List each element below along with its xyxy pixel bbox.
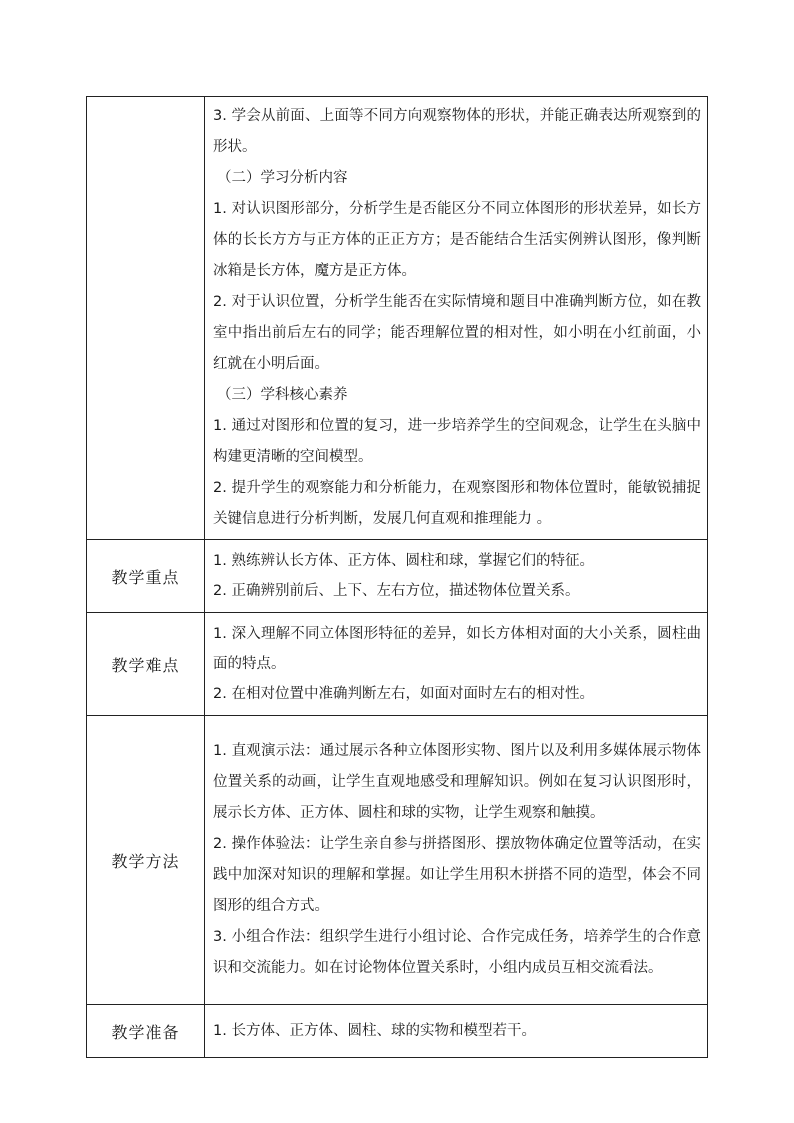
difficulty-item-2: 2. 在相对位置中准确判断左右，如面对面时左右的相对性。 xyxy=(213,686,594,702)
method-item-3: 3. 小组合作法：组织学生进行小组讨论、合作完成任务，培养学生的合作意识和交流能力。如在讨论物体位置关系时，小组内成员互相交流看法。 xyxy=(213,929,701,976)
row-label-methods: 教学方法 xyxy=(87,716,205,1005)
key-point-item-2: 2. 正确辨别前后、上下、左右方位，描述物体位置关系。 xyxy=(213,583,580,599)
analysis-item-2: 2. 对于认识位置，分析学生能否在实际情境和题目中准确判断方位，如在教室中指出前后左右的同学；能否理解位置的相对性，如小明在小红前面，小红就在小明后面。 xyxy=(213,294,701,372)
method-item-2: 2. 操作体验法：让学生亲自参与拼搭图形、摆放物体确定位置等活动，在实践中加深对知识的理解和掌握。如让学生用积木拼搭不同的造型，体会不同图形的组合方式。 xyxy=(213,836,701,914)
lesson-plan-page xyxy=(86,96,708,1058)
lesson-plan-table xyxy=(86,96,708,1058)
row-label-empty xyxy=(87,97,205,540)
table-row-objectives xyxy=(87,97,708,540)
objective-item-3: 3. 学会从前面、上面等不同方向观察物体的形状，并能正确表达所观察到的形状。 xyxy=(213,108,701,155)
preparation-content xyxy=(205,1005,708,1058)
preparation-item-1: 1. 长方体、正方体、圆柱、球的实物和模型若干。 xyxy=(213,1022,536,1039)
key-point-item-1: 1. 熟练辨认长方体、正方体、圆柱和球，掌握它们的特征。 xyxy=(213,553,594,569)
difficulties-content xyxy=(205,613,708,716)
table-row-key-points xyxy=(87,540,708,613)
row-label-preparation: 教学准备 xyxy=(87,1005,205,1058)
section-heading-literacy: （三）学科核心素养 xyxy=(217,387,348,403)
table-row-difficulties xyxy=(87,613,708,716)
difficulty-item-1: 1. 深入理解不同立体图形特征的差异，如长方体相对面的大小关系，圆柱曲面的特点。 xyxy=(213,626,701,672)
section-heading-analysis: （二）学习分析内容 xyxy=(217,170,348,186)
literacy-item-2: 2. 提升学生的观察能力和分析能力，在观察图形和物体位置时，能敏锐捕捉关键信息进行分析判断，发展几何直观和推理能力 。 xyxy=(213,480,701,527)
method-item-1: 1. 直观演示法：通过展示各种立体图形实物、图片以及利用多媒体展示物体位置关系的动画，让学生直观地感受和理解知识。例如在复习认识图形时，展示长方体、正方体、圆柱和球的实物，让学生观察和触摸。 xyxy=(213,743,701,821)
methods-content xyxy=(205,716,708,1005)
objectives-content xyxy=(205,97,708,540)
key-points-content xyxy=(205,540,708,613)
table-row-preparation xyxy=(87,1005,708,1058)
row-label-key-points: 教学重点 xyxy=(87,540,205,613)
analysis-item-1: 1. 对认识图形部分，分析学生是否能区分不同立体图形的形状差异，如长方体的长长方方与正方体的正正方方；是否能结合生活实例辨认图形，像判断冰箱是长方体，魔方是正方体。 xyxy=(213,201,701,279)
table-row-methods xyxy=(87,716,708,1005)
row-label-difficulties: 教学难点 xyxy=(87,613,205,716)
literacy-item-1: 1. 通过对图形和位置的复习，进一步培养学生的空间观念，让学生在头脑中构建更清晰的空间模型。 xyxy=(213,418,701,465)
